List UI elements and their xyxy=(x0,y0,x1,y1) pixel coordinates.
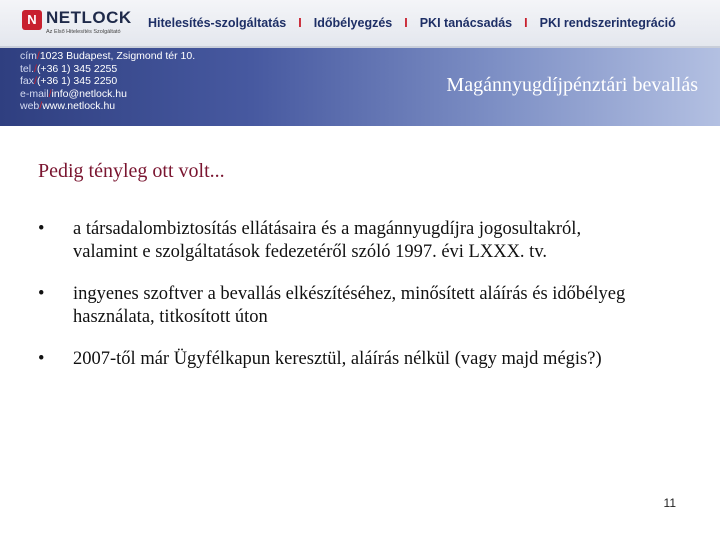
bullet-item xyxy=(38,218,638,264)
nav-item-pki-tanacsadas[interactable]: PKI tanácsadás xyxy=(419,16,513,30)
bullet-text: ingyenes szoftver a bevallás elkészítéséhez, minősített aláírás és időbélyeg használata, titkosított úton xyxy=(73,284,626,327)
slide-header-title: Magánnyugdíjpénztári bevallás xyxy=(446,74,698,96)
contact-address: cím/1023 Budapest, Zsigmond tér 10. xyxy=(20,50,196,62)
main-nav xyxy=(148,0,676,46)
nav-item-idobelyegzes[interactable]: Időbélyegzés xyxy=(313,16,393,30)
nav-separator: I xyxy=(524,16,528,30)
logo-tagline: Az Első Hitelesítés Szolgáltató xyxy=(46,29,121,35)
contact-phone: tel./(+36 1) 345 2255 xyxy=(20,62,118,75)
bullet-list xyxy=(38,218,638,390)
nav-separator: I xyxy=(298,16,302,30)
contact-email[interactable]: e-mail/info@netlock.hu xyxy=(20,87,127,100)
page-number: 11 xyxy=(663,496,676,510)
slide-heading: Pedig tényleg ott volt... xyxy=(38,160,225,182)
contact-info xyxy=(20,50,195,113)
nav-item-hitelesites[interactable]: Hitelesítés-szolgáltatás xyxy=(148,16,287,30)
netlock-logo[interactable] xyxy=(22,8,140,40)
top-navigation-bar xyxy=(0,0,720,48)
logo-name: NETLOCK xyxy=(46,8,132,27)
bullet-icon: • xyxy=(38,219,45,239)
bullet-icon: • xyxy=(38,349,45,369)
nav-separator: I xyxy=(404,16,408,30)
nav-item-pki-rendszerintegracio[interactable]: PKI rendszerintegráció xyxy=(539,16,676,30)
bullet-item xyxy=(38,283,638,329)
logo-mark-icon: N xyxy=(22,10,42,30)
contact-fax: fax/(+36 1) 345 2250 xyxy=(20,75,118,88)
bullet-text: 2007-től már Ügyfélkapun keresztül, aláírás nélkül (vagy majd mégis?) xyxy=(73,349,602,369)
bullet-icon: • xyxy=(38,284,45,304)
bullet-item xyxy=(38,348,638,371)
bullet-text: a társadalombiztosítás ellátásaira és a magánnyugdíjra jogosultakról, valamint e szolgáltatások fedezetéről szóló 1997. évi LXXX. tv. xyxy=(73,219,582,262)
contact-web[interactable]: web/www.netlock.hu xyxy=(20,100,116,113)
